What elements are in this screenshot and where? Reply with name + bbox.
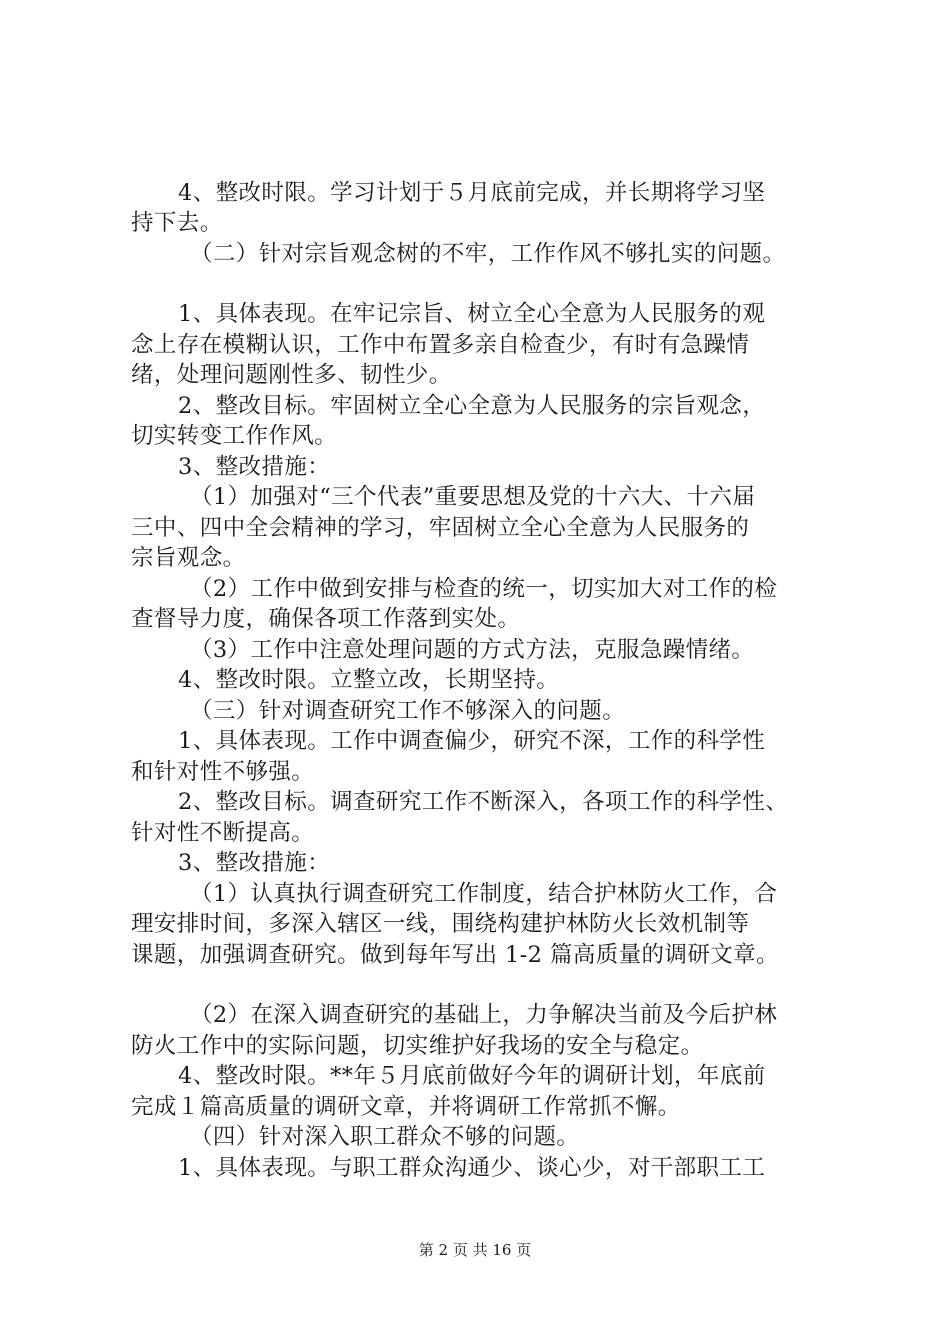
text-line: 三中、四中全会精神的学习，牢固树立全心全意为人民服务的: [131, 515, 750, 541]
text-line: 绪，处理问题刚性多、韧性少。: [131, 362, 452, 388]
text-line: 4、整改时限。**年５月底前做好今年的调研计划，年底前: [178, 1063, 766, 1089]
text-line: 针对性不断提高。: [131, 820, 315, 846]
text-line: （2）在深入调查研究的基础上，力争解决当前及今后护林: [190, 1002, 778, 1028]
text-line: （2）工作中做到安排与检查的统一，切实加大对工作的检: [190, 576, 778, 602]
text-line: （1）认真执行调查研究工作制度，结合护林防火工作，合: [190, 881, 778, 907]
text-line: 1、具体表现。工作中调查偏少，研究不深，工作的科学性: [178, 728, 766, 754]
text-line: （3）工作中注意处理问题的方式方法，克服急躁情绪。: [190, 637, 755, 663]
text-line: 课题，加强调查研究。做到每年写出 1-2 篇高质量的调研文章。: [131, 942, 779, 968]
text-line: 3、整改措施：: [178, 454, 331, 480]
text-line: 查督导力度，确保各项工作落到实处。: [131, 606, 521, 632]
section-heading: （三）针对调查研究工作不够深入的问题。: [190, 698, 626, 724]
section-heading: （四）针对深入职工群众不够的问题。: [190, 1124, 580, 1150]
section-heading: （二）针对宗旨观念树的不牢，工作作风不够扎实的问题。: [190, 241, 786, 267]
text-line: 持下去。: [131, 210, 223, 236]
text-line: 1、具体表现。与职工群众沟通少、谈心少，对干部职工工: [178, 1155, 766, 1181]
text-line: 1、具体表现。在牢记宗旨、树立全心全意为人民服务的观: [178, 301, 766, 327]
text-line: 完成１篇高质量的调研文章，并将调研工作常抓不懈。: [131, 1094, 681, 1120]
text-line: 切实转变工作作风。: [131, 423, 338, 449]
text-line: 念上存在模糊认识，工作中布置多亲自检查少，有时有急躁情: [131, 332, 750, 358]
text-line: 防火工作中的实际问题，切实维护好我场的安全与稳定。: [131, 1033, 704, 1059]
text-line: 3、整改措施：: [178, 850, 331, 876]
text-line: 宗旨观念。: [131, 545, 246, 571]
text-line: （1）加强对“三个代表”重要思想及党的十六大、十六届: [190, 484, 756, 510]
text-line: 4、整改时限。立整立改，长期坚持。: [178, 667, 560, 693]
text-line: 4、整改时限。学习计划于５月底前完成，并长期将学习坚: [178, 180, 766, 206]
page-number-footer: 第 2 页 共 16 页: [418, 1241, 532, 1259]
text-line: 2、整改目标。牢固树立全心全意为人民服务的宗旨观念，: [178, 393, 766, 419]
text-line: 和针对性不够强。: [131, 759, 315, 785]
text-line: 理安排时间，多深入辖区一线，围绕构建护林防火长效机制等: [131, 911, 750, 937]
text-line: 2、整改目标。调查研究工作不断深入，各项工作的科学性、: [178, 789, 789, 815]
